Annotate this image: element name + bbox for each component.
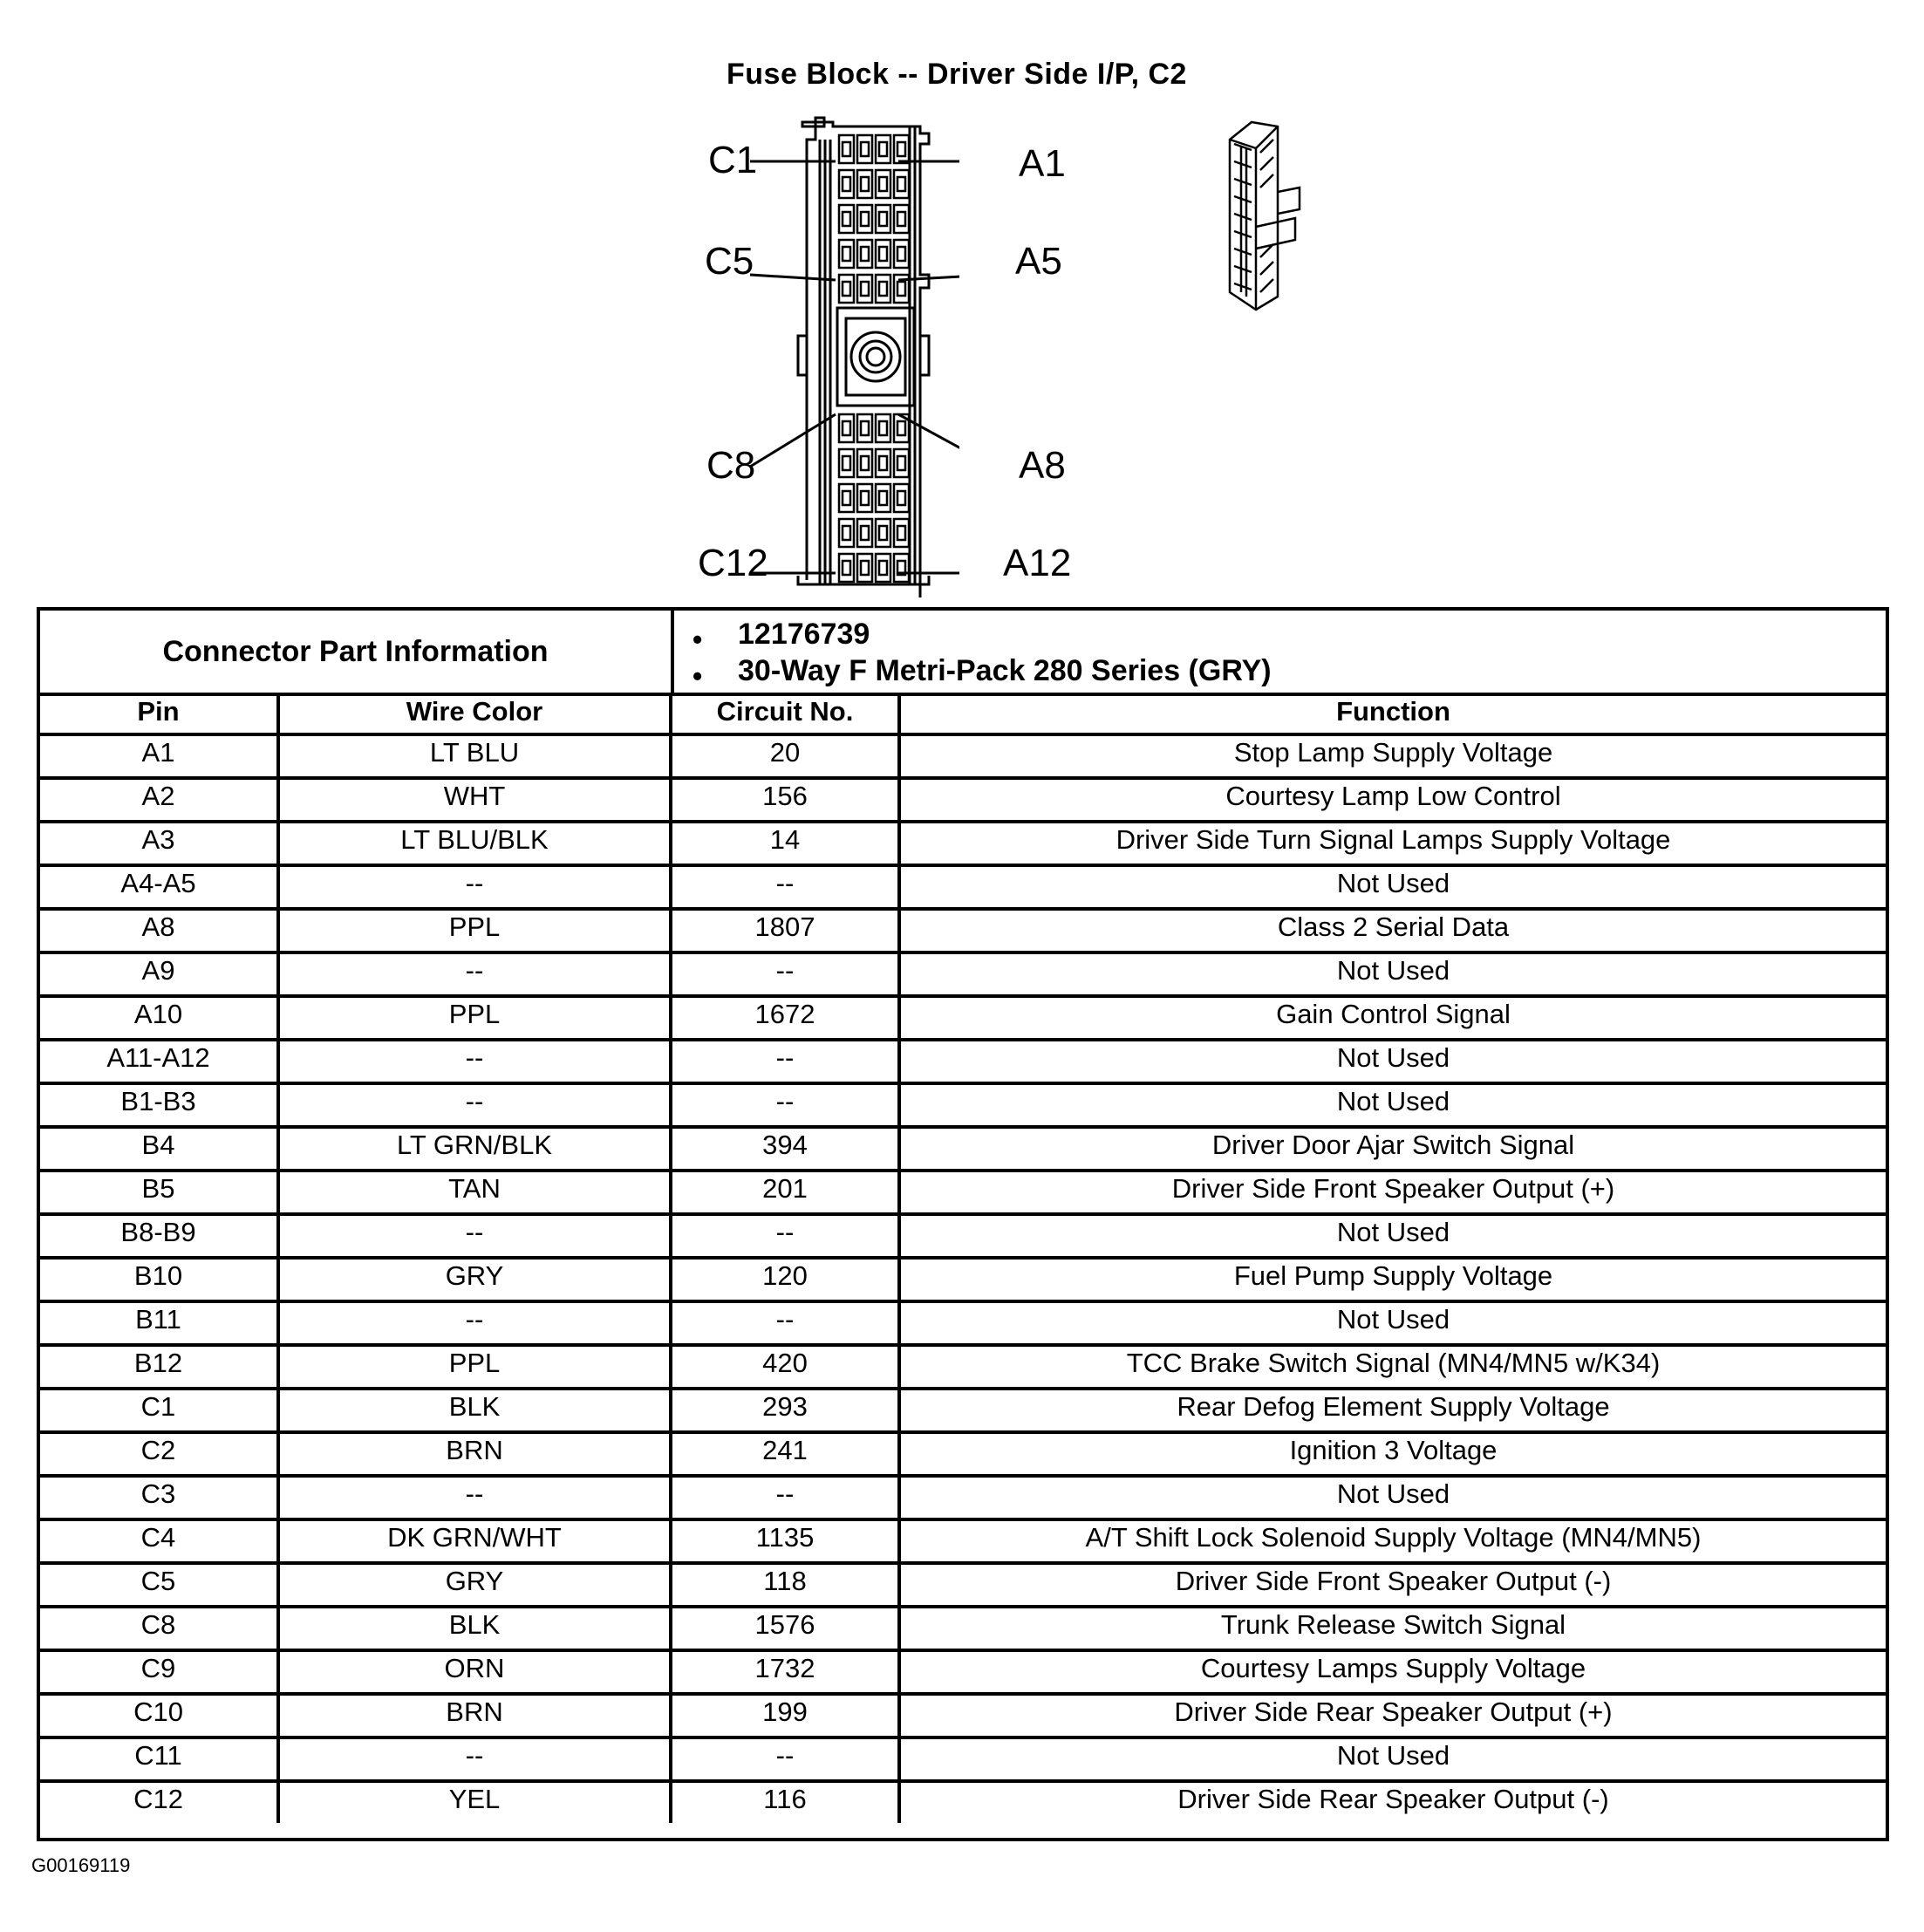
cell-circuit-no: 293 <box>671 1389 899 1432</box>
cell-circuit-no: -- <box>671 1476 899 1519</box>
pin-cavity-inner <box>879 247 887 261</box>
pin-cavity <box>876 449 890 477</box>
pin-label-c8: C8 <box>706 444 756 487</box>
cell-wire-color: -- <box>278 952 671 996</box>
pin-cavity-inner <box>843 456 850 470</box>
cell-function: Not Used <box>899 865 1886 909</box>
pin-cavity-inner <box>897 282 905 296</box>
cell-pin: C8 <box>40 1607 278 1650</box>
pin-label-a1: A1 <box>1019 142 1066 185</box>
cell-circuit-no: 1732 <box>671 1650 899 1694</box>
cell-function: Stop Lamp Supply Voltage <box>899 734 1886 778</box>
pin-cavity-inner <box>897 142 905 156</box>
cell-circuit-no: -- <box>671 1737 899 1781</box>
table-row <box>40 1345 1886 1389</box>
table-row <box>40 734 1886 778</box>
pin-cavity-inner <box>861 212 869 226</box>
pin-cavity-inner <box>861 282 869 296</box>
pin-cavity <box>876 240 890 268</box>
part-info-list <box>738 616 1272 689</box>
pin-cavity <box>839 554 854 582</box>
pin-cavity <box>857 519 872 547</box>
cell-pin: B4 <box>40 1127 278 1171</box>
table-row <box>40 1432 1886 1476</box>
cell-function: A/T Shift Lock Solenoid Supply Voltage (MN4/MN5) <box>899 1519 1886 1563</box>
pin-cavity <box>894 554 909 582</box>
pin-cavity-inner <box>843 282 850 296</box>
connector-face-diagram <box>663 109 959 597</box>
pin-cavity <box>894 170 909 198</box>
cell-function: Ignition 3 Voltage <box>899 1432 1886 1476</box>
pin-cavity <box>839 170 854 198</box>
cell-pin: C1 <box>40 1389 278 1432</box>
cell-wire-color: PPL <box>278 996 671 1040</box>
cell-circuit-no: 199 <box>671 1694 899 1737</box>
cell-wire-color: BRN <box>278 1432 671 1476</box>
pin-cavity-inner <box>879 561 887 575</box>
table-row <box>40 1650 1886 1694</box>
pin-cavity-inner <box>879 526 887 540</box>
cell-circuit-no: 1135 <box>671 1519 899 1563</box>
cell-function: Not Used <box>899 1214 1886 1258</box>
pin-cavity <box>857 484 872 512</box>
table-row <box>40 1040 1886 1083</box>
header-circuit-no: Circuit No. <box>671 696 899 734</box>
cell-wire-color: PPL <box>278 909 671 952</box>
cell-wire-color: -- <box>278 1301 671 1345</box>
cell-circuit-no: 1576 <box>671 1607 899 1650</box>
cell-function: Driver Side Rear Speaker Output (+) <box>899 1694 1886 1737</box>
cell-circuit-no: -- <box>671 1301 899 1345</box>
pin-cavity <box>894 484 909 512</box>
pin-cavity <box>894 240 909 268</box>
pin-label-a8: A8 <box>1019 444 1066 487</box>
table-row <box>40 1781 1886 1823</box>
cell-wire-color: BLK <box>278 1607 671 1650</box>
table-row <box>40 1083 1886 1127</box>
pin-table <box>40 696 1886 1823</box>
pin-cavity <box>894 519 909 547</box>
pin-cavity-inner <box>897 177 905 191</box>
pin-cavity-inner <box>861 491 869 505</box>
pin-cavity-inner <box>897 456 905 470</box>
pin-cavity-inner <box>843 561 850 575</box>
cell-wire-color: ORN <box>278 1650 671 1694</box>
cell-function: Rear Defog Element Supply Voltage <box>899 1389 1886 1432</box>
pin-cavity <box>876 484 890 512</box>
cell-pin: B5 <box>40 1171 278 1214</box>
pin-cavity <box>876 170 890 198</box>
table-row <box>40 952 1886 996</box>
cell-function: Driver Door Ajar Switch Signal <box>899 1127 1886 1171</box>
pin-cavity <box>876 135 890 163</box>
table-row <box>40 1694 1886 1737</box>
connector-isometric-icon <box>1217 113 1339 314</box>
cell-wire-color: BLK <box>278 1389 671 1432</box>
pin-cavity-inner <box>897 247 905 261</box>
cell-function: Driver Side Front Speaker Output (-) <box>899 1563 1886 1607</box>
figure-id: G00169119 <box>31 1854 131 1876</box>
cell-circuit-no: 120 <box>671 1258 899 1301</box>
pin-label-c5: C5 <box>705 240 754 283</box>
cell-circuit-no: -- <box>671 1083 899 1127</box>
cell-function: TCC Brake Switch Signal (MN4/MN5 w/K34) <box>899 1345 1886 1389</box>
table-row <box>40 1389 1886 1432</box>
cell-pin: A2 <box>40 778 278 822</box>
pin-cavity-inner <box>843 212 850 226</box>
cell-pin: A8 <box>40 909 278 952</box>
table-row <box>40 1214 1886 1258</box>
pin-cavity-inner <box>861 421 869 435</box>
cell-circuit-no: -- <box>671 1040 899 1083</box>
cell-wire-color: YEL <box>278 1781 671 1823</box>
cell-function: Driver Side Rear Speaker Output (-) <box>899 1781 1886 1823</box>
pin-cavity-inner <box>879 282 887 296</box>
cell-wire-color: -- <box>278 1737 671 1781</box>
pin-cavity <box>894 449 909 477</box>
cell-function: Gain Control Signal <box>899 996 1886 1040</box>
cell-circuit-no: 118 <box>671 1563 899 1607</box>
cell-wire-color: -- <box>278 1040 671 1083</box>
cell-circuit-no: 14 <box>671 822 899 865</box>
cell-function: Trunk Release Switch Signal <box>899 1607 1886 1650</box>
cell-wire-color: DK GRN/WHT <box>278 1519 671 1563</box>
cell-function: Not Used <box>899 1737 1886 1781</box>
cell-pin: C10 <box>40 1694 278 1737</box>
cell-circuit-no: 1807 <box>671 909 899 952</box>
cell-wire-color: -- <box>278 865 671 909</box>
pin-cavity <box>839 414 854 442</box>
pin-cavity <box>857 170 872 198</box>
pin-cavity-inner <box>861 247 869 261</box>
table-row <box>40 1476 1886 1519</box>
cell-wire-color: -- <box>278 1214 671 1258</box>
pin-cavity-inner <box>843 177 850 191</box>
table-row <box>40 909 1886 952</box>
part-description: • 30-Way F Metri-Pack 280 Series (GRY) <box>738 652 1272 689</box>
cell-pin: A3 <box>40 822 278 865</box>
pin-cavity-inner <box>897 491 905 505</box>
cell-pin: C12 <box>40 1781 278 1823</box>
part-info-label: Connector Part Information <box>40 611 674 693</box>
pin-cavity-inner <box>879 491 887 505</box>
pin-cavity <box>839 484 854 512</box>
cell-pin: B1-B3 <box>40 1083 278 1127</box>
pin-cavity <box>839 205 854 233</box>
pin-cavity-inner <box>861 526 869 540</box>
table-row <box>40 1607 1886 1650</box>
cell-circuit-no: 1672 <box>671 996 899 1040</box>
cell-circuit-no: -- <box>671 952 899 996</box>
pin-label-c12: C12 <box>698 542 768 584</box>
pin-cavity <box>876 414 890 442</box>
cell-function: Class 2 Serial Data <box>899 909 1886 952</box>
table-row <box>40 778 1886 822</box>
cell-pin: A4-A5 <box>40 865 278 909</box>
pin-cavity-inner <box>897 421 905 435</box>
pin-cavity-inner <box>897 212 905 226</box>
table-row <box>40 1737 1886 1781</box>
cell-wire-color: LT GRN/BLK <box>278 1127 671 1171</box>
cell-wire-color: PPL <box>278 1345 671 1389</box>
cell-wire-color: LT BLU/BLK <box>278 822 671 865</box>
pin-cavity <box>894 205 909 233</box>
table-row <box>40 822 1886 865</box>
pin-cavity <box>876 205 890 233</box>
pin-cavity <box>857 275 872 303</box>
diagram-title: Fuse Block -- Driver Side I/P, C2 <box>727 58 1187 91</box>
cell-wire-color: BRN <box>278 1694 671 1737</box>
table-row <box>40 996 1886 1040</box>
pin-cavity <box>839 240 854 268</box>
cell-wire-color: -- <box>278 1476 671 1519</box>
part-number: • 12176739 <box>738 616 1272 652</box>
cell-pin: A11-A12 <box>40 1040 278 1083</box>
cell-wire-color: GRY <box>278 1258 671 1301</box>
pin-label-c1: C1 <box>708 139 758 181</box>
cell-function: Not Used <box>899 1040 1886 1083</box>
pin-cavity <box>857 554 872 582</box>
cell-pin: C9 <box>40 1650 278 1694</box>
pin-cavity-inner <box>843 421 850 435</box>
cell-circuit-no: 116 <box>671 1781 899 1823</box>
table-row <box>40 1258 1886 1301</box>
cell-function: Not Used <box>899 1476 1886 1519</box>
pin-cavity <box>839 135 854 163</box>
cell-function: Driver Side Turn Signal Lamps Supply Voltage <box>899 822 1886 865</box>
pin-cavity-inner <box>879 142 887 156</box>
cell-circuit-no: 241 <box>671 1432 899 1476</box>
cell-circuit-no: -- <box>671 865 899 909</box>
table-row <box>40 1171 1886 1214</box>
pin-cavity <box>876 554 890 582</box>
cell-pin: B12 <box>40 1345 278 1389</box>
cell-function: Courtesy Lamps Supply Voltage <box>899 1650 1886 1694</box>
pin-cavity <box>857 414 872 442</box>
pin-cavity <box>839 449 854 477</box>
cell-circuit-no: 394 <box>671 1127 899 1171</box>
cell-pin: A1 <box>40 734 278 778</box>
pin-cavity-inner <box>843 526 850 540</box>
cell-pin: C3 <box>40 1476 278 1519</box>
table-row <box>40 865 1886 909</box>
cell-pin: A10 <box>40 996 278 1040</box>
table-row <box>40 1301 1886 1345</box>
connector-table <box>37 607 1889 1841</box>
cell-function: Not Used <box>899 1301 1886 1345</box>
header-pin: Pin <box>40 696 278 734</box>
pin-cavity-inner <box>861 177 869 191</box>
pin-cavity-inner <box>879 456 887 470</box>
cell-circuit-no: -- <box>671 1214 899 1258</box>
cell-function: Not Used <box>899 1083 1886 1127</box>
pin-cavity-inner <box>861 561 869 575</box>
pin-cavity <box>839 519 854 547</box>
part-info-row <box>40 611 1886 696</box>
table-row <box>40 1519 1886 1563</box>
pin-cavity <box>857 449 872 477</box>
pin-cavity-inner <box>879 212 887 226</box>
pin-cavity-inner <box>861 142 869 156</box>
cell-pin: B8-B9 <box>40 1214 278 1258</box>
pin-cavity <box>876 275 890 303</box>
table-header-row <box>40 696 1886 734</box>
cell-pin: B10 <box>40 1258 278 1301</box>
cell-pin: B11 <box>40 1301 278 1345</box>
cell-circuit-no: 420 <box>671 1345 899 1389</box>
cell-pin: C2 <box>40 1432 278 1476</box>
cell-circuit-no: 156 <box>671 778 899 822</box>
pin-cavity-inner <box>879 421 887 435</box>
cell-pin: C5 <box>40 1563 278 1607</box>
pin-cavity <box>894 135 909 163</box>
pin-cavity-inner <box>897 526 905 540</box>
table-row <box>40 1563 1886 1607</box>
table-row <box>40 1127 1886 1171</box>
pin-cavity-inner <box>843 142 850 156</box>
pin-cavity-inner <box>861 456 869 470</box>
cell-wire-color: LT BLU <box>278 734 671 778</box>
cell-wire-color: TAN <box>278 1171 671 1214</box>
cell-circuit-no: 201 <box>671 1171 899 1214</box>
pin-label-a12: A12 <box>1003 542 1072 584</box>
cell-pin: C4 <box>40 1519 278 1563</box>
pin-cavity-inner <box>879 177 887 191</box>
header-function: Function <box>899 696 1886 734</box>
cell-wire-color: WHT <box>278 778 671 822</box>
pin-cavity <box>857 205 872 233</box>
pin-cavity-inner <box>843 491 850 505</box>
cell-circuit-no: 20 <box>671 734 899 778</box>
pin-cavity <box>857 135 872 163</box>
pin-cavity <box>857 240 872 268</box>
cell-function: Courtesy Lamp Low Control <box>899 778 1886 822</box>
cell-function: Not Used <box>899 952 1886 996</box>
cell-wire-color: -- <box>278 1083 671 1127</box>
cell-pin: C11 <box>40 1737 278 1781</box>
cell-pin: A9 <box>40 952 278 996</box>
cell-function: Driver Side Front Speaker Output (+) <box>899 1171 1886 1214</box>
cell-function: Fuel Pump Supply Voltage <box>899 1258 1886 1301</box>
header-wire-color: Wire Color <box>278 696 671 734</box>
pin-cavity <box>876 519 890 547</box>
pin-label-a5: A5 <box>1015 240 1062 283</box>
pin-cavity-inner <box>843 247 850 261</box>
cell-wire-color: GRY <box>278 1563 671 1607</box>
pin-cavity <box>839 275 854 303</box>
